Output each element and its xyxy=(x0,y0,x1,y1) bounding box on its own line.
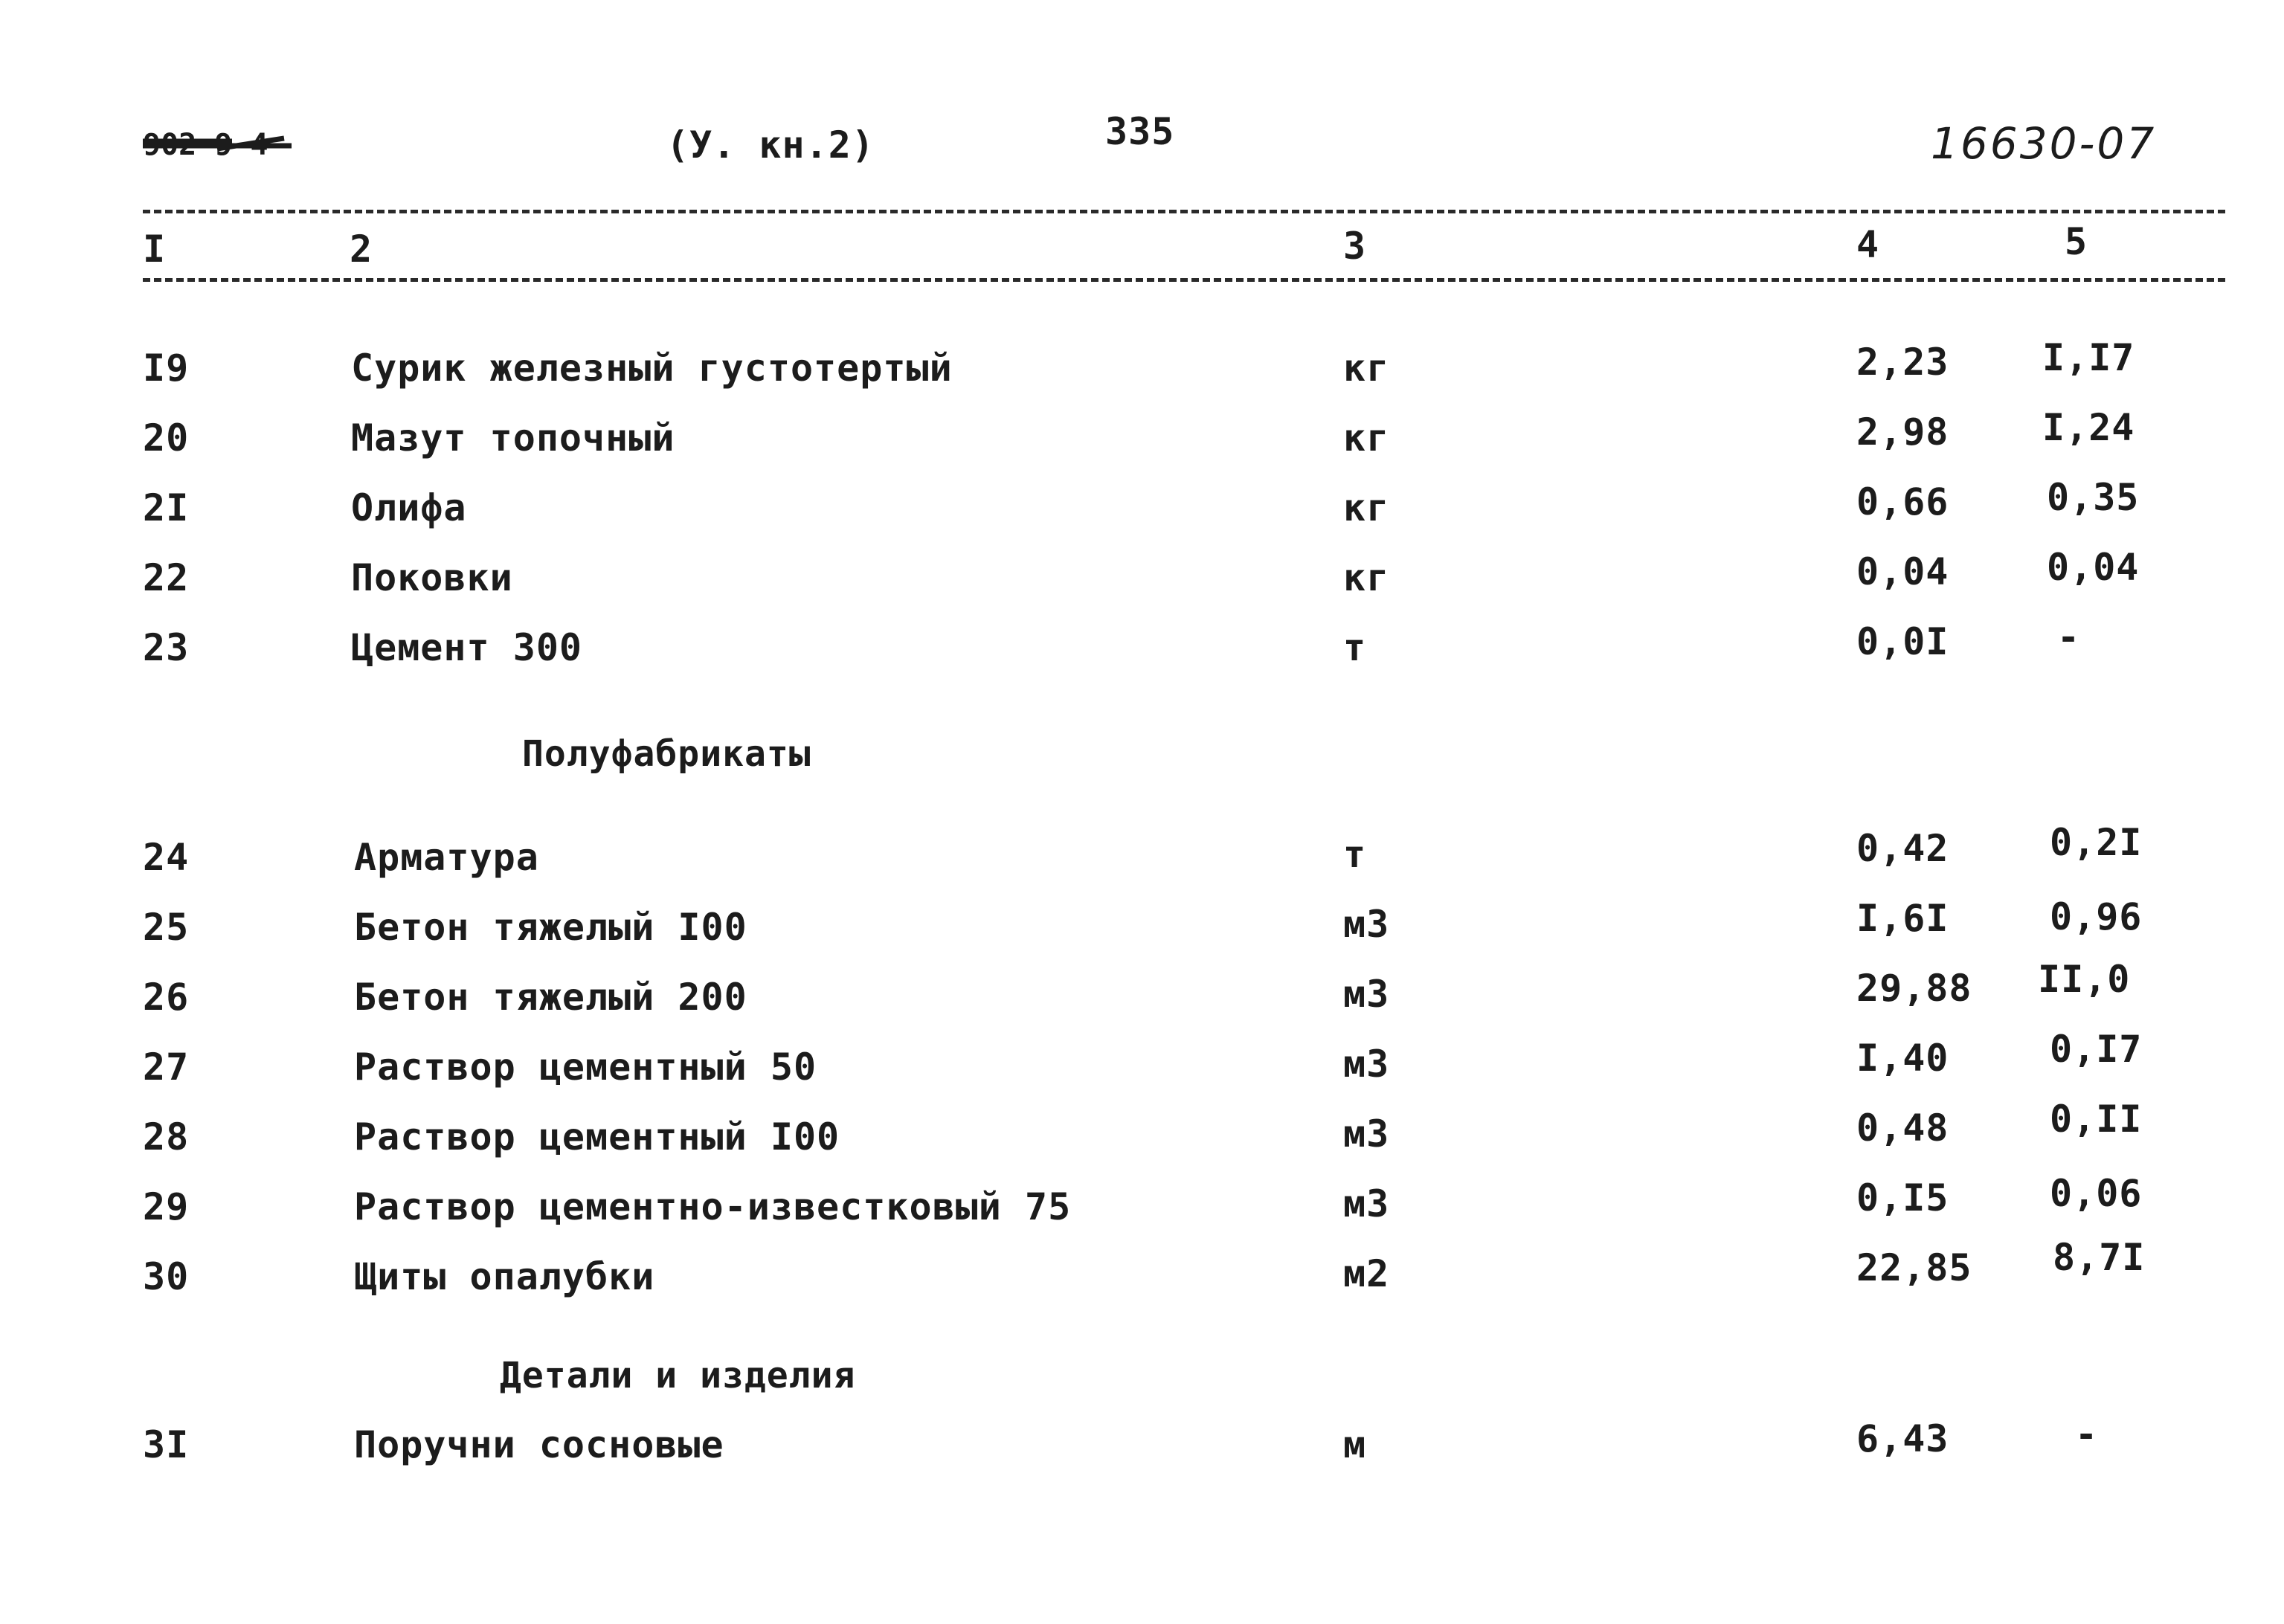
row-unit: м3 xyxy=(1343,1182,1390,1225)
row-name: Раствор цементно-известковый 75 xyxy=(354,1185,1072,1228)
svg-text:902-9-4: 902-9-4 xyxy=(143,128,268,162)
row-unit: кг xyxy=(1343,347,1390,390)
page-number: 335 xyxy=(1105,110,1175,153)
row-value-col5: 0,35 xyxy=(2047,476,2140,519)
row-value-col5: I,24 xyxy=(2042,406,2135,449)
row-number: 30 xyxy=(143,1255,190,1298)
column-header-2: 2 xyxy=(350,228,373,271)
row-value-col4: 0,I5 xyxy=(1856,1176,1949,1219)
row-number: 3I xyxy=(143,1423,190,1466)
row-value-col5: - xyxy=(2057,616,2081,659)
crossed-out-stamp xyxy=(143,125,292,162)
row-name: Цемент 300 xyxy=(351,626,583,669)
row-number: 2I xyxy=(143,486,190,529)
column-header-5: 5 xyxy=(2065,220,2088,263)
row-unit: м3 xyxy=(1343,1112,1390,1156)
row-name: Раствор цементный 50 xyxy=(354,1045,817,1089)
row-unit: м3 xyxy=(1343,1043,1390,1086)
row-value-col4: 2,23 xyxy=(1856,341,1949,384)
row-unit: т xyxy=(1343,626,1367,669)
book-reference: (У. кн.2) xyxy=(666,123,875,167)
row-number: 24 xyxy=(143,836,190,879)
row-name: Сурик железный густотертый xyxy=(351,347,953,390)
row-value-col4: 0,0I xyxy=(1856,620,1949,663)
row-unit: кг xyxy=(1343,486,1390,529)
row-name: Олифа xyxy=(351,486,467,529)
row-value-col4: I,40 xyxy=(1856,1037,1949,1080)
row-value-col4: 6,43 xyxy=(1856,1417,1949,1460)
row-number: 22 xyxy=(143,556,190,599)
column-header-4: 4 xyxy=(1856,223,1880,266)
row-value-col4: 0,04 xyxy=(1856,550,1949,593)
row-value-col5: 0,I7 xyxy=(2050,1028,2143,1071)
row-value-col5: - xyxy=(2075,1413,2099,1456)
row-unit: м3 xyxy=(1343,973,1390,1016)
row-unit: м xyxy=(1343,1423,1367,1466)
row-unit: кг xyxy=(1343,556,1390,599)
row-value-col4: 0,42 xyxy=(1856,827,1949,870)
row-name: Поковки xyxy=(351,556,513,599)
row-name: Щиты опалубки xyxy=(354,1255,655,1298)
row-value-col4: I,6I xyxy=(1856,897,1949,940)
row-number: 29 xyxy=(143,1185,190,1228)
row-number: I9 xyxy=(143,347,190,390)
row-unit: кг xyxy=(1343,416,1390,460)
row-value-col5: 8,7I xyxy=(2053,1236,2146,1279)
row-name: Бетон тяжелый 200 xyxy=(354,976,747,1019)
row-value-col4: 2,98 xyxy=(1856,410,1949,454)
row-name: Мазут топочный xyxy=(351,416,675,460)
section-heading-semi-finished: Полуфабрикаты xyxy=(522,733,811,775)
row-number: 26 xyxy=(143,976,190,1019)
row-value-col4: 22,85 xyxy=(1856,1246,1972,1289)
header-top-rule xyxy=(143,210,2225,213)
row-number: 28 xyxy=(143,1115,190,1159)
column-header-3: 3 xyxy=(1343,225,1367,268)
row-value-col5: 0,2I xyxy=(2050,821,2143,864)
row-name: Бетон тяжелый I00 xyxy=(354,906,747,949)
row-unit: м3 xyxy=(1343,903,1390,946)
row-value-col4: 0,48 xyxy=(1856,1106,1949,1150)
row-value-col5: 0,04 xyxy=(2047,546,2140,589)
row-value-col5: 0,96 xyxy=(2050,895,2143,938)
row-value-col4: 29,88 xyxy=(1856,967,1972,1010)
row-value-col5: 0,II xyxy=(2050,1098,2143,1141)
row-number: 20 xyxy=(143,416,190,460)
row-unit: м2 xyxy=(1343,1252,1390,1295)
row-number: 27 xyxy=(143,1045,190,1089)
header-bottom-rule xyxy=(143,278,2225,282)
row-value-col5: II,0 xyxy=(2038,958,2131,1001)
row-value-col5: 0,06 xyxy=(2050,1172,2143,1215)
row-number: 25 xyxy=(143,906,190,949)
row-name: Поручни сосновые xyxy=(354,1423,724,1466)
row-number: 23 xyxy=(143,626,190,669)
column-header-1: I xyxy=(143,228,167,271)
section-heading-parts: Детали и изделия xyxy=(500,1355,856,1396)
row-name: Раствор цементный I00 xyxy=(354,1115,840,1159)
row-value-col4: 0,66 xyxy=(1856,480,1949,523)
row-unit: т xyxy=(1343,833,1367,876)
document-code: 16630-07 xyxy=(1931,118,2157,169)
row-value-col5: I,I7 xyxy=(2042,336,2135,379)
row-name: Арматура xyxy=(354,836,539,879)
